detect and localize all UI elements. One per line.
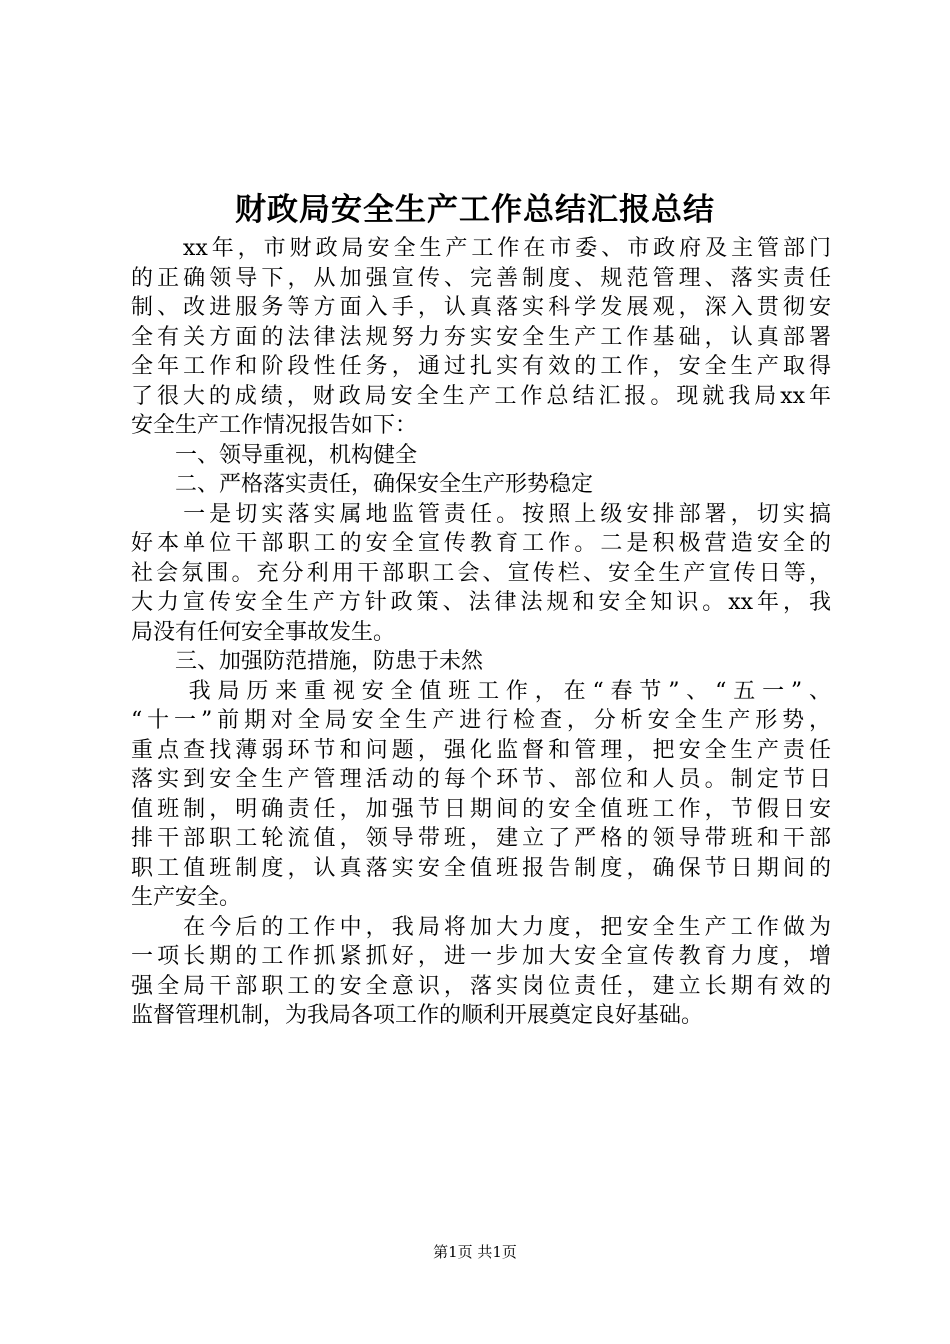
body-line: 社会氛围。充分利用干部职工会、宣传栏、安全生产宣传日等， [131, 560, 831, 586]
body-line: 我局历来重视安全值班工作，在“春节”、“五一”、 [131, 678, 831, 704]
body-line: 强全局干部职工的安全意识，落实岗位责任，建立长期有效的 [131, 973, 831, 999]
section-heading: 二、严格落实责任，确保安全生产形势稳定 [131, 472, 594, 497]
body-line: 一是切实落实属地监管责任。按照上级安排部署，切实搞 [131, 501, 831, 527]
body-line: 安全生产工作情况报告如下： [131, 413, 418, 438]
body-line: 职工值班制度，认真落实安全值班报告制度，确保节日期间的 [131, 855, 831, 881]
section-heading: 三、加强防范措施，防患于未然 [131, 649, 484, 674]
body-line: 了很大的成绩，财政局安全生产工作总结汇报。现就我局xx年 [131, 383, 831, 409]
body-line: xx年，市财政局安全生产工作在市委、市政府及主管部门 [131, 236, 831, 261]
body-line: 生产安全。 [131, 885, 242, 910]
page-footer: 第1页 共1页 [433, 1243, 517, 1261]
body-line: 在今后的工作中，我局将加大力度，把安全生产工作做为 [131, 914, 831, 940]
body-line: 好本单位干部职工的安全宣传教育工作。二是积极营造安全的 [131, 531, 831, 556]
body-line: 监督管理机制，为我局各项工作的顺利开展奠定良好基础。 [131, 1003, 704, 1028]
body-line: 的正确领导下，从加强宣传、完善制度、规范管理、落实责任 [131, 265, 831, 291]
body-line: 局没有任何安全事故发生。 [131, 619, 396, 645]
section-heading: 一、领导重视，机构健全 [131, 442, 418, 468]
body-line: 值班制，明确责任，加强节日期间的安全值班工作，节假日安 [131, 796, 831, 822]
body-line: “十一”前期对全局安全生产进行检查，分析安全生产形势， [131, 708, 831, 733]
body-line: 落实到安全生产管理活动的每个环节、部位和人员。制定节日 [131, 767, 831, 792]
body-line: 全年工作和阶段性任务，通过扎实有效的工作，安全生产取得 [131, 354, 831, 379]
body-line: 重点查找薄弱环节和问题，强化监督和管理，把安全生产责任 [131, 737, 831, 763]
body-line: 大力宣传安全生产方针政策、法律法规和安全知识。xx年，我 [131, 590, 831, 615]
document-body [131, 234, 831, 1031]
document-title: 财政局安全生产工作总结汇报总结 [235, 192, 715, 228]
body-line: 全有关方面的法律法规努力夯实安全生产工作基础，认真部署 [131, 324, 831, 350]
body-line: 一项长期的工作抓紧抓好，进一步加大安全宣传教育力度，增 [131, 944, 831, 969]
body-line: 制、改进服务等方面入手，认真落实科学发展观，深入贯彻安 [131, 295, 831, 320]
body-line: 排干部职工轮流值，领导带班，建立了严格的领导带班和干部 [131, 826, 831, 851]
